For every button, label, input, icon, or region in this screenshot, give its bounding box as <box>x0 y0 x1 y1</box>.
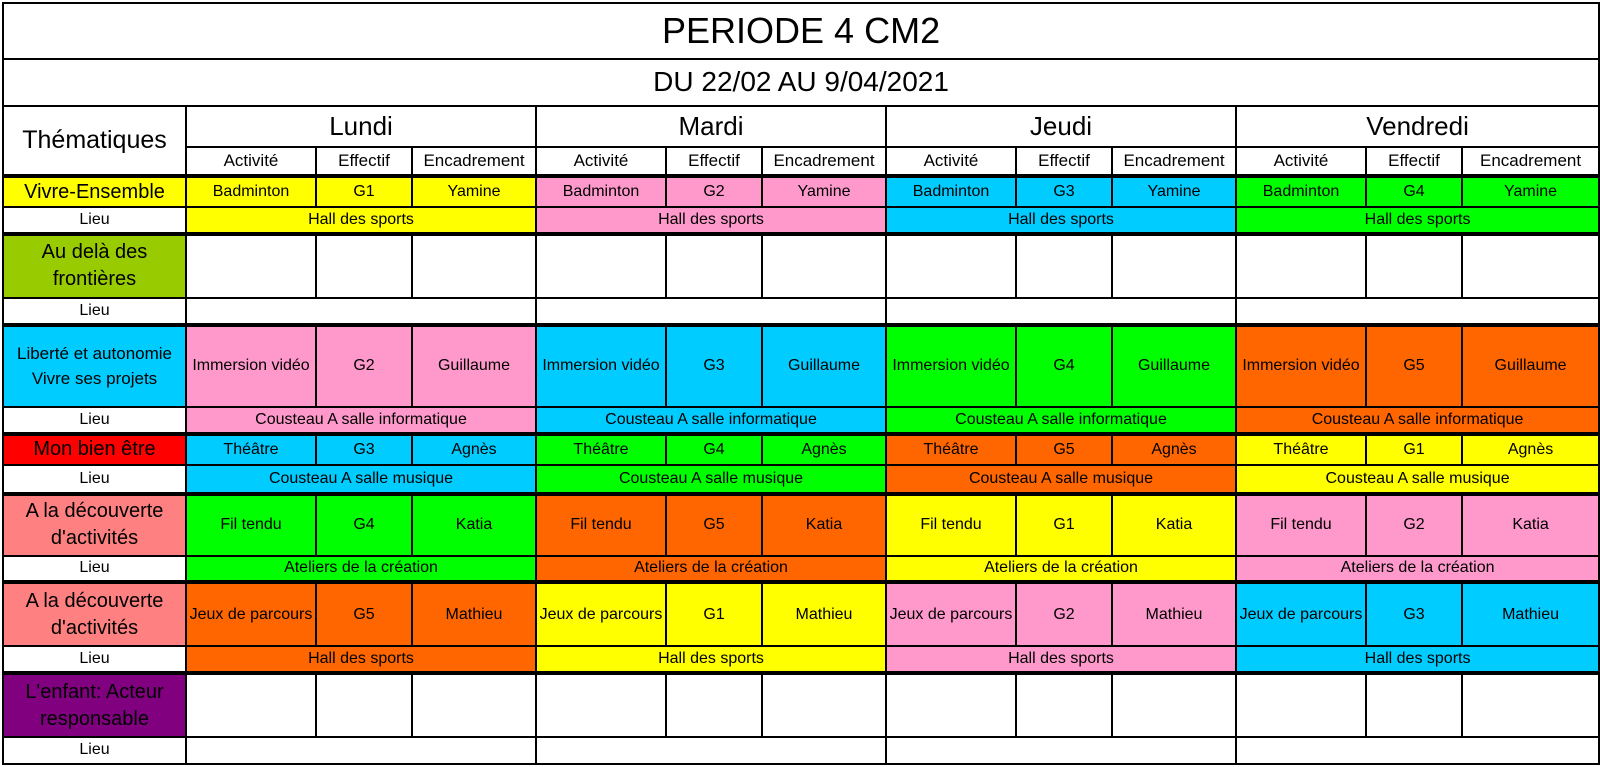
cell-lieu: Ateliers de la création <box>536 556 886 583</box>
cell-lieu: Hall des sports <box>886 646 1236 673</box>
cell-activite: Badminton <box>1236 176 1366 207</box>
cell-lieu: Cousteau A salle informatique <box>536 407 886 434</box>
cell-encadrement <box>412 234 536 298</box>
theme-row <box>3 325 1599 407</box>
cell-effectif: G1 <box>316 176 412 207</box>
cell-effectif <box>1016 234 1112 298</box>
cell-encadrement <box>762 234 886 298</box>
cell-activite: Immersion vidéo <box>536 325 666 407</box>
col-encadrement: Encadrement <box>762 147 886 176</box>
col-effectif: Effectif <box>1016 147 1112 176</box>
cell-lieu: Cousteau A salle informatique <box>1236 407 1599 434</box>
col-activite: Activité <box>536 147 666 176</box>
cell-encadrement: Katia <box>1462 494 1599 556</box>
cell-effectif: G1 <box>1366 434 1462 465</box>
cell-lieu: Hall des sports <box>186 207 536 234</box>
cell-effectif: G3 <box>1016 176 1112 207</box>
cell-effectif <box>666 673 762 737</box>
cell-effectif <box>316 673 412 737</box>
page-title: PERIODE 4 CM2 <box>3 3 1599 59</box>
cell-effectif: G5 <box>666 494 762 556</box>
cell-activite: Jeux de parcours <box>1236 582 1366 646</box>
lieu-label: Lieu <box>3 465 186 494</box>
cell-activite: Fil tendu <box>536 494 666 556</box>
cell-effectif: G3 <box>1366 582 1462 646</box>
cell-encadrement: Guillaume <box>762 325 886 407</box>
cell-lieu <box>1236 298 1599 325</box>
cell-lieu: Hall des sports <box>536 646 886 673</box>
cell-lieu <box>886 737 1236 764</box>
cell-lieu <box>886 298 1236 325</box>
thematiques-header: Thématiques <box>3 106 186 176</box>
cell-encadrement: Agnès <box>1462 434 1599 465</box>
lieu-label: Lieu <box>3 298 186 325</box>
cell-encadrement <box>1112 673 1236 737</box>
cell-lieu <box>1236 737 1599 764</box>
cell-lieu: Hall des sports <box>1236 207 1599 234</box>
theme-row <box>3 176 1599 207</box>
cell-encadrement: Katia <box>762 494 886 556</box>
theme-cell: A la découverte d'activités <box>3 494 186 556</box>
cell-activite: Jeux de parcours <box>536 582 666 646</box>
cell-encadrement: Guillaume <box>1462 325 1599 407</box>
lieu-label: Lieu <box>3 556 186 583</box>
col-encadrement: Encadrement <box>1112 147 1236 176</box>
cell-encadrement: Mathieu <box>412 582 536 646</box>
cell-lieu: Ateliers de la création <box>886 556 1236 583</box>
cell-encadrement: Guillaume <box>412 325 536 407</box>
cell-activite <box>1236 234 1366 298</box>
cell-activite <box>186 234 316 298</box>
col-encadrement: Encadrement <box>412 147 536 176</box>
theme-cell: A la découverte d'activités <box>3 582 186 646</box>
cell-effectif: G2 <box>1366 494 1462 556</box>
cell-effectif: G3 <box>666 325 762 407</box>
cell-encadrement <box>762 673 886 737</box>
col-encadrement: Encadrement <box>1462 147 1599 176</box>
cell-encadrement: Yamine <box>412 176 536 207</box>
cell-lieu: Hall des sports <box>536 207 886 234</box>
cell-activite: Jeux de parcours <box>186 582 316 646</box>
theme-row <box>3 434 1599 465</box>
cell-encadrement: Mathieu <box>1462 582 1599 646</box>
cell-encadrement <box>1462 673 1599 737</box>
cell-lieu: Hall des sports <box>886 207 1236 234</box>
cell-activite: Jeux de parcours <box>886 582 1016 646</box>
cell-effectif: G1 <box>666 582 762 646</box>
cell-encadrement: Yamine <box>762 176 886 207</box>
cell-lieu: Ateliers de la création <box>1236 556 1599 583</box>
lieu-row <box>3 207 1599 234</box>
cell-encadrement: Katia <box>412 494 536 556</box>
lieu-label: Lieu <box>3 207 186 234</box>
theme-row <box>3 582 1599 646</box>
cell-lieu <box>186 298 536 325</box>
cell-effectif: G4 <box>666 434 762 465</box>
cell-encadrement: Agnès <box>412 434 536 465</box>
cell-effectif <box>1366 234 1462 298</box>
cell-lieu: Cousteau A salle informatique <box>186 407 536 434</box>
cell-lieu: Hall des sports <box>1236 646 1599 673</box>
cell-encadrement: Agnès <box>1112 434 1236 465</box>
schedule-table <box>2 2 1600 765</box>
cell-effectif: G5 <box>316 582 412 646</box>
theme-row <box>3 673 1599 737</box>
col-effectif: Effectif <box>666 147 762 176</box>
cell-activite <box>1236 673 1366 737</box>
cell-activite <box>186 673 316 737</box>
theme-cell: Mon bien être <box>3 434 186 465</box>
day-header-lundi: Lundi <box>186 106 536 147</box>
cell-activite <box>536 673 666 737</box>
cell-encadrement: Katia <box>1112 494 1236 556</box>
cell-effectif: G2 <box>316 325 412 407</box>
cell-activite: Immersion vidéo <box>886 325 1016 407</box>
lieu-row <box>3 556 1599 583</box>
day-header-jeudi: Jeudi <box>886 106 1236 147</box>
cell-effectif <box>1016 673 1112 737</box>
date-range: DU 22/02 AU 9/04/2021 <box>3 59 1599 106</box>
cell-encadrement: Yamine <box>1112 176 1236 207</box>
cell-activite: Théâtre <box>1236 434 1366 465</box>
cell-encadrement: Mathieu <box>762 582 886 646</box>
cell-activite <box>886 673 1016 737</box>
cell-activite: Théâtre <box>186 434 316 465</box>
day-header-vendredi: Vendredi <box>1236 106 1599 147</box>
cell-effectif <box>316 234 412 298</box>
lieu-label: Lieu <box>3 646 186 673</box>
lieu-row <box>3 298 1599 325</box>
cell-activite: Fil tendu <box>886 494 1016 556</box>
cell-lieu: Cousteau A salle musique <box>186 465 536 494</box>
cell-activite: Fil tendu <box>1236 494 1366 556</box>
cell-lieu: Hall des sports <box>186 646 536 673</box>
lieu-row <box>3 737 1599 764</box>
day-header-mardi: Mardi <box>536 106 886 147</box>
cell-activite: Théâtre <box>536 434 666 465</box>
theme-cell: Liberté et autonomie Vivre ses projets <box>3 325 186 407</box>
cell-activite: Immersion vidéo <box>1236 325 1366 407</box>
lieu-row <box>3 407 1599 434</box>
theme-row <box>3 234 1599 298</box>
cell-effectif <box>666 234 762 298</box>
lieu-row <box>3 646 1599 673</box>
cell-effectif <box>1366 673 1462 737</box>
theme-row <box>3 494 1599 556</box>
cell-effectif: G2 <box>666 176 762 207</box>
cell-effectif: G4 <box>316 494 412 556</box>
cell-activite: Fil tendu <box>186 494 316 556</box>
col-activite: Activité <box>1236 147 1366 176</box>
cell-effectif: G5 <box>1366 325 1462 407</box>
cell-effectif: G2 <box>1016 582 1112 646</box>
col-effectif: Effectif <box>316 147 412 176</box>
cell-lieu <box>536 298 886 325</box>
cell-lieu <box>186 737 536 764</box>
cell-encadrement <box>412 673 536 737</box>
cell-effectif: G1 <box>1016 494 1112 556</box>
cell-effectif: G4 <box>1016 325 1112 407</box>
col-effectif: Effectif <box>1366 147 1462 176</box>
lieu-label: Lieu <box>3 737 186 764</box>
cell-activite <box>886 234 1016 298</box>
cell-lieu <box>536 737 886 764</box>
theme-cell: Vivre-Ensemble <box>3 176 186 207</box>
cell-lieu: Cousteau A salle musique <box>1236 465 1599 494</box>
cell-activite: Badminton <box>186 176 316 207</box>
theme-cell: L'enfant: Acteur responsable <box>3 673 186 737</box>
cell-activite <box>536 234 666 298</box>
cell-lieu: Cousteau A salle musique <box>536 465 886 494</box>
cell-encadrement: Yamine <box>1462 176 1599 207</box>
cell-effectif: G3 <box>316 434 412 465</box>
lieu-label: Lieu <box>3 407 186 434</box>
cell-encadrement: Agnès <box>762 434 886 465</box>
col-activite: Activité <box>886 147 1016 176</box>
cell-effectif: G4 <box>1366 176 1462 207</box>
cell-encadrement <box>1112 234 1236 298</box>
col-activite: Activité <box>186 147 316 176</box>
lieu-row <box>3 465 1599 494</box>
cell-activite: Immersion vidéo <box>186 325 316 407</box>
cell-activite: Badminton <box>536 176 666 207</box>
cell-encadrement: Guillaume <box>1112 325 1236 407</box>
cell-lieu: Cousteau A salle musique <box>886 465 1236 494</box>
cell-lieu: Ateliers de la création <box>186 556 536 583</box>
cell-lieu: Cousteau A salle informatique <box>886 407 1236 434</box>
theme-cell: Au delà des frontières <box>3 234 186 298</box>
cell-encadrement <box>1462 234 1599 298</box>
cell-effectif: G5 <box>1016 434 1112 465</box>
cell-activite: Théâtre <box>886 434 1016 465</box>
cell-encadrement: Mathieu <box>1112 582 1236 646</box>
cell-activite: Badminton <box>886 176 1016 207</box>
